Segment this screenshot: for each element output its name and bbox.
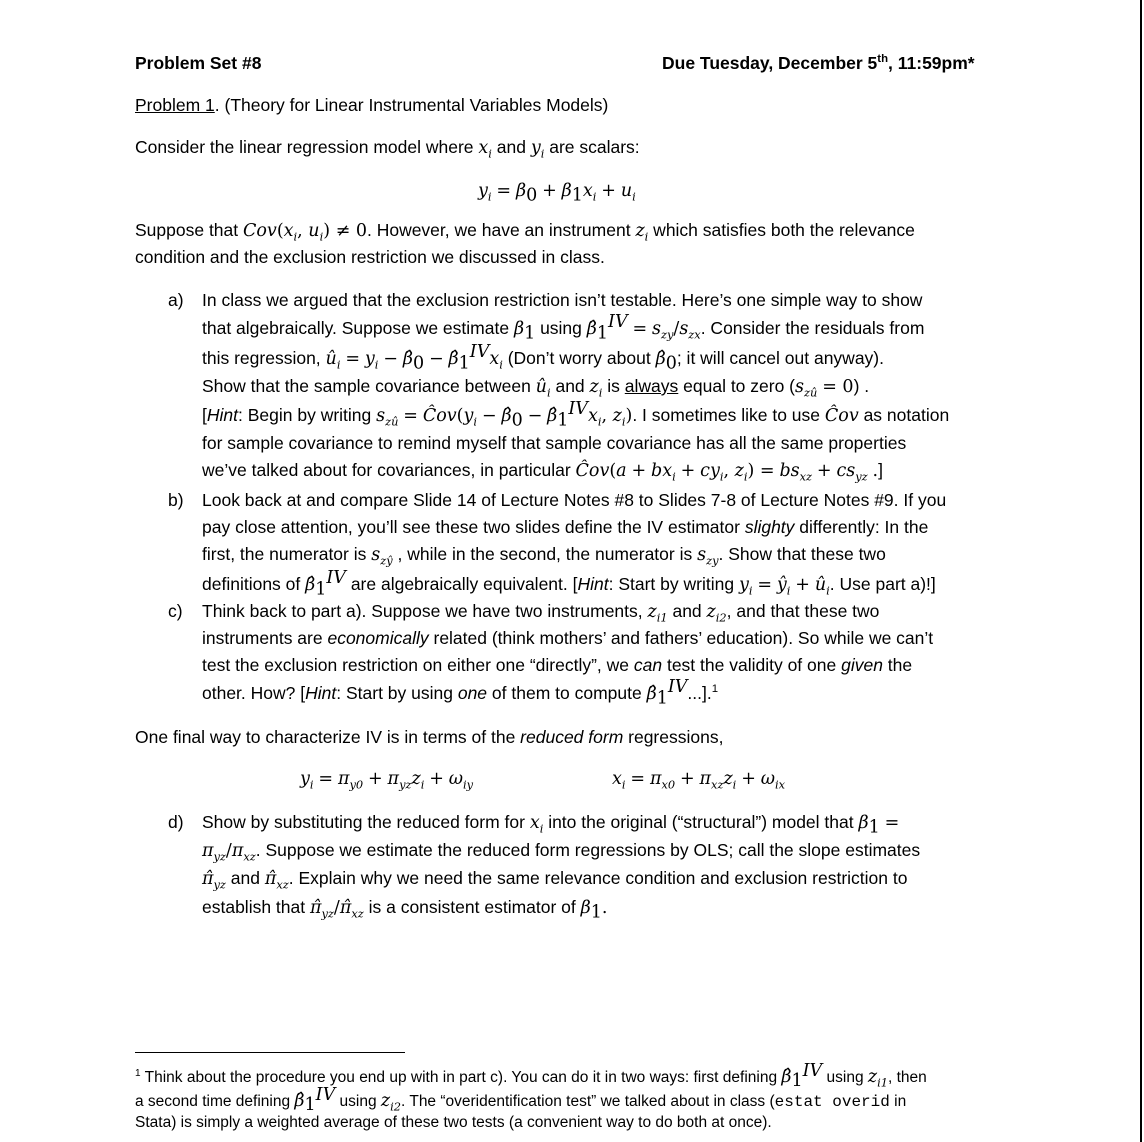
- suppose-line-2: condition and the exclusion restriction we discussed in class.: [135, 247, 605, 267]
- part-c-line-2: instruments are economically related (think mothers’ and fathers’ education). So while we can’t: [202, 628, 934, 648]
- footnote-line-3: Stata) is simply a weighted average of these two tests (a convenient way to do both at once).: [135, 1114, 772, 1131]
- part-b-label: b): [168, 490, 184, 510]
- part-b-line-4: definitions of $\betâ_1^{IV}$ are algebraically equivalent. [Hint: Start by writing $y_i$ = $ŷ_i$ + $û_i$. Use part a)!]: [202, 568, 936, 600]
- part-c-line-4: other. How? [Hint: Start by using one of them to compute $\betâ_1^{IV}...].^1$: [202, 677, 719, 709]
- part-a-label: a): [168, 290, 184, 310]
- part-d-line-1: Show by substituting the reduced form for $x_i$ into the original (“structural”) model that $\beta_1$ =: [202, 812, 900, 838]
- footnote-rule: [135, 1052, 405, 1053]
- header-left: Problem Set #8: [135, 53, 262, 73]
- header-right: Due Tuesday, December 5th, 11:59pm*: [662, 53, 975, 73]
- part-b-line-2: pay close attention, you’ll see these two slides define the IV estimator slighty differently: In the: [202, 517, 929, 537]
- part-a-line-1: In class we argued that the exclusion restriction isn’t testable. Here’s one simple way to show: [202, 290, 923, 310]
- part-c-line-1: Think back to part a). Suppose we have two instruments, $z_{i1}$ and $z_{i2}$, and that these two: [202, 601, 880, 625]
- part-a-line-5: [Hint: Begin by writing $s_{zû}$ = $Ĉov(y_i$ − $\betâ_0$ − $\betâ_1^{IV}x_i$, $z_i$). I sometimes like to use Ĉov as notation: [202, 399, 950, 431]
- part-a-line-2: that algebraically. Suppose we estimate $\beta_1$ using $\betâ_1^{IV} = s_{zy}/s_{zx}$. Consider the residuals from: [202, 312, 925, 344]
- part-a-line-7: we’ve talked about for covariances, in particular Ĉov(a + $bx_i + cy_i$, $z_i) = bs_{xz} + cs_{yz}$ .]: [202, 460, 883, 484]
- footnote-line-2: a second time defining $\betâ_1^{IV}$ using $z_{i2}$. The “overidentification test” we talked about in class (estat overid in: [135, 1084, 907, 1116]
- part-c-line-3: test the exclusion restriction on either one “directly”, we can test the validity of one given the: [202, 655, 913, 675]
- intro-line: Consider the linear regression model where $x_i$ and $y_i$ are scalars:: [135, 137, 640, 161]
- suppose-line-1: Suppose that $Cov(x_i$, $u_i) \ne 0$. However, we have an instrument $z_i$ which satisfies both the relevance: [135, 220, 915, 244]
- part-a-line-6: for sample covariance to remind myself that sample covariance has all the same properties: [202, 433, 907, 453]
- reduced-eq-y: $y_i = \pi_{y0} + \pi_{yz}z_i + \omega_{iy}$: [300, 769, 474, 792]
- part-d-line-3: $\pî_{yz}$ and $\pî_{xz}$. Explain why we need the same relevance condition and exclusion restriction to: [202, 868, 908, 892]
- part-b-line-3: first, the numerator is $s_{zŷ}$ , while in the second, the numerator is $s_{zy}$. Show that these two: [202, 544, 886, 568]
- part-a-line-4: Show that the sample covariance between $û_i$ and $z_i$ is always equal to zero $(s_{zû} = 0)$ .: [202, 376, 870, 400]
- part-a-line-3: this regression, $û_i = y_i$ − $\betâ_0$ − $\betâ_1^{IV}x_i$ (Don’t worry about $\betâ_0$; it will cancel out anyway).: [202, 342, 884, 374]
- part-d-line-4: establish that $\pî_{yz}/\pî_{xz}$ is a consistent estimator of $\beta_1$.: [202, 897, 608, 923]
- footnote-line-1: $^1$ Think about the procedure you end up with in part c). You can do it in two ways: first defining $\betâ_1^{IV}$ using $z_{i1}$, then: [135, 1060, 927, 1092]
- part-c-label: c): [168, 601, 183, 621]
- part-d-line-2: $\pi_{yz}/\pi_{xz}$. Suppose we estimate the reduced form regressions by OLS; call the slope estimates: [202, 840, 921, 864]
- model-equation: $y_i = \beta_0 + \beta_1x_i + u_i$: [478, 181, 636, 206]
- problem-title: Problem 1. (Theory for Linear Instrumental Variables Models): [135, 95, 609, 115]
- reduced-intro: One final way to characterize IV is in terms of the reduced form regressions,: [135, 727, 724, 747]
- part-d-label: d): [168, 812, 184, 832]
- part-b-line-1: Look back at and compare Slide 14 of Lecture Notes #8 to Slides 7-8 of Lecture Notes #9. If you: [202, 490, 947, 510]
- reduced-eq-x: $x_i = \pi_{x0} + \pi_{xz}z_i + \omega_{ix}$: [612, 769, 786, 792]
- footnote-marker: 1: [711, 683, 719, 696]
